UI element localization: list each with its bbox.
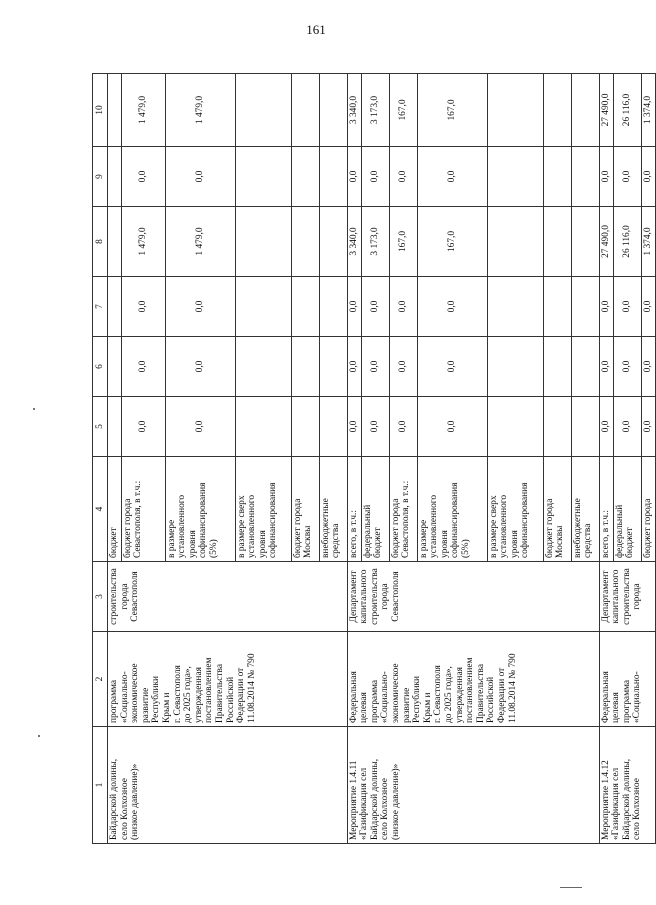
value-cell: 1 479,0: [121, 207, 165, 277]
value-cell: [571, 207, 599, 277]
value-cell: [319, 147, 347, 207]
table-row: [347, 74, 361, 844]
header-cell: 6: [93, 337, 108, 397]
value-cell: [319, 337, 347, 397]
value-cell: [319, 277, 347, 337]
funding-source-cell: бюджет города Москвы: [291, 457, 319, 562]
value-cell: [108, 74, 122, 147]
value-cell: 0,0: [347, 147, 361, 207]
value-cell: [235, 74, 291, 147]
value-cell: [291, 147, 319, 207]
measure-name-cell: Мероприятие 1.4.11 «Газификация сел Байдарской долины, село Колхозное (низкое давление)»: [347, 727, 599, 844]
value-cell: 26 116,0: [613, 74, 641, 147]
value-cell: 0,0: [389, 277, 417, 337]
header-cell: 1: [93, 727, 108, 844]
header-row: [93, 74, 108, 844]
value-cell: 0,0: [347, 397, 361, 457]
value-cell: [108, 397, 122, 457]
value-cell: 0,0: [613, 397, 641, 457]
value-cell: 0,0: [361, 397, 389, 457]
value-cell: [291, 74, 319, 147]
value-cell: 0,0: [641, 397, 655, 457]
funding-source-cell: бюджет города Москвы: [543, 457, 571, 562]
value-cell: 167,0: [417, 74, 487, 147]
value-cell: 0,0: [165, 397, 235, 457]
funding-source-cell: бюджет города Севастополя, в т.ч.:: [121, 457, 165, 562]
value-cell: 1 479,0: [165, 207, 235, 277]
value-cell: 3 173,0: [361, 207, 389, 277]
value-cell: [571, 277, 599, 337]
funding-source-cell: бюджет города Севастополя, в т.ч.:: [389, 457, 417, 562]
value-cell: 167,0: [389, 207, 417, 277]
value-cell: 3 340,0: [347, 207, 361, 277]
value-cell: 0,0: [613, 337, 641, 397]
executor-cell: Департамент капитального строительства города Севастополя: [347, 562, 599, 632]
table-row: [108, 74, 122, 844]
funding-source-cell: федеральный бюджет: [613, 457, 641, 562]
value-cell: [487, 207, 543, 277]
value-cell: 0,0: [417, 337, 487, 397]
funding-source-cell: всего, в т.ч.:: [347, 457, 361, 562]
value-cell: [571, 147, 599, 207]
funding-source-cell: в размере сверх установленного уровня софинансирования: [487, 457, 543, 562]
value-cell: [543, 397, 571, 457]
value-cell: 0,0: [389, 147, 417, 207]
funding-source-cell: в размере установленного уровня софинансирования (5%): [417, 457, 487, 562]
value-cell: [543, 277, 571, 337]
value-cell: 0,0: [121, 147, 165, 207]
funding-source-cell: внебюджетные средства: [571, 457, 599, 562]
header-cell: 7: [93, 277, 108, 337]
value-cell: 0,0: [121, 337, 165, 397]
value-cell: [235, 277, 291, 337]
measure-name-cell: Мероприятие 1.4.12 «Газификация сел Байдарской долины, село Колхозное: [599, 727, 655, 844]
value-cell: [319, 397, 347, 457]
value-cell: 0,0: [389, 397, 417, 457]
measure-name-cell: Байдарской долины, село Колхозное (низкое давление)»: [108, 727, 348, 844]
value-cell: 0,0: [641, 147, 655, 207]
funding-source-cell: федеральный бюджет: [361, 457, 389, 562]
value-cell: 167,0: [389, 74, 417, 147]
value-cell: [487, 337, 543, 397]
value-cell: 0,0: [641, 277, 655, 337]
budget-table-rotated: [92, 74, 653, 844]
value-cell: [487, 74, 543, 147]
value-cell: 0,0: [599, 147, 613, 207]
value-cell: [543, 74, 571, 147]
value-cell: 0,0: [361, 277, 389, 337]
page-number: 161: [306, 22, 326, 37]
executor-cell: Департамент капитального строительства города: [599, 562, 655, 632]
budget-table: [92, 73, 656, 844]
value-cell: 0,0: [165, 277, 235, 337]
value-cell: 0,0: [417, 277, 487, 337]
funding-source-cell: внебюджетные средства: [319, 457, 347, 562]
value-cell: [108, 147, 122, 207]
value-cell: [235, 397, 291, 457]
value-cell: 0,0: [613, 277, 641, 337]
value-cell: 27 490,0: [599, 207, 613, 277]
header-cell: 2: [93, 632, 108, 727]
program-cell: Федеральная целевая программа «Социально-: [599, 632, 655, 727]
header-cell: 4: [93, 457, 108, 562]
value-cell: 0,0: [165, 337, 235, 397]
value-cell: 1 374,0: [641, 74, 655, 147]
header-cell: 3: [93, 562, 108, 632]
funding-source-cell: в размере установленного уровня софинансирования (5%): [165, 457, 235, 562]
value-cell: [543, 337, 571, 397]
value-cell: 3 173,0: [361, 74, 389, 147]
value-cell: 26 116,0: [613, 207, 641, 277]
program-cell: Федеральная целевая программа «Социально- экономическое развитие Республики Крым и г. Севастополя до 2025 года», утвержденная постановлением Правительства Российской Федерации от 11.08.2014 № 790: [347, 632, 599, 727]
value-cell: 0,0: [121, 277, 165, 337]
funding-source-cell: в размере сверх установленного уровня софинансирования: [235, 457, 291, 562]
value-cell: [487, 277, 543, 337]
value-cell: 0,0: [361, 147, 389, 207]
value-cell: [235, 207, 291, 277]
value-cell: [571, 337, 599, 397]
value-cell: [235, 337, 291, 397]
value-cell: [291, 207, 319, 277]
value-cell: [319, 207, 347, 277]
value-cell: 167,0: [417, 207, 487, 277]
value-cell: 0,0: [121, 397, 165, 457]
value-cell: 0,0: [165, 147, 235, 207]
value-cell: 0,0: [641, 337, 655, 397]
value-cell: [487, 147, 543, 207]
value-cell: 0,0: [389, 337, 417, 397]
header-cell: 5: [93, 397, 108, 457]
value-cell: [291, 277, 319, 337]
scan-speck: [38, 735, 40, 737]
value-cell: [108, 207, 122, 277]
value-cell: [543, 147, 571, 207]
value-cell: 0,0: [347, 337, 361, 397]
value-cell: 0,0: [599, 397, 613, 457]
value-cell: [487, 397, 543, 457]
value-cell: [571, 397, 599, 457]
value-cell: [108, 277, 122, 337]
value-cell: [108, 337, 122, 397]
value-cell: [571, 74, 599, 147]
funding-source-cell: бюджет города: [641, 457, 655, 562]
funding-source-cell: всего, в т.ч.:: [599, 457, 613, 562]
value-cell: [543, 207, 571, 277]
value-cell: 0,0: [417, 397, 487, 457]
value-cell: 0,0: [599, 337, 613, 397]
executor-cell: строительства города Севастополя: [108, 562, 348, 632]
header-cell: 9: [93, 147, 108, 207]
value-cell: [291, 337, 319, 397]
table-row: [599, 74, 613, 844]
value-cell: 1 479,0: [165, 74, 235, 147]
program-cell: программа «Социально- экономическое развитие Республики Крым и г. Севастополя до 2025 года», утвержденная постановлением Правительства Российской Федерации от 11.08.2014 № 790: [108, 632, 348, 727]
value-cell: 0,0: [417, 147, 487, 207]
header-cell: 10: [93, 74, 108, 147]
value-cell: 1 479,0: [121, 74, 165, 147]
value-cell: 27 490,0: [599, 74, 613, 147]
funding-source-cell: бюджет: [108, 457, 122, 562]
value-cell: [235, 147, 291, 207]
value-cell: [319, 74, 347, 147]
header-cell: 8: [93, 207, 108, 277]
scan-speck: [33, 408, 35, 410]
footer-line: [560, 887, 582, 888]
value-cell: [291, 397, 319, 457]
value-cell: 0,0: [361, 337, 389, 397]
value-cell: 3 340,0: [347, 74, 361, 147]
value-cell: 0,0: [347, 277, 361, 337]
value-cell: 1 374,0: [641, 207, 655, 277]
value-cell: 0,0: [599, 277, 613, 337]
value-cell: 0,0: [613, 147, 641, 207]
